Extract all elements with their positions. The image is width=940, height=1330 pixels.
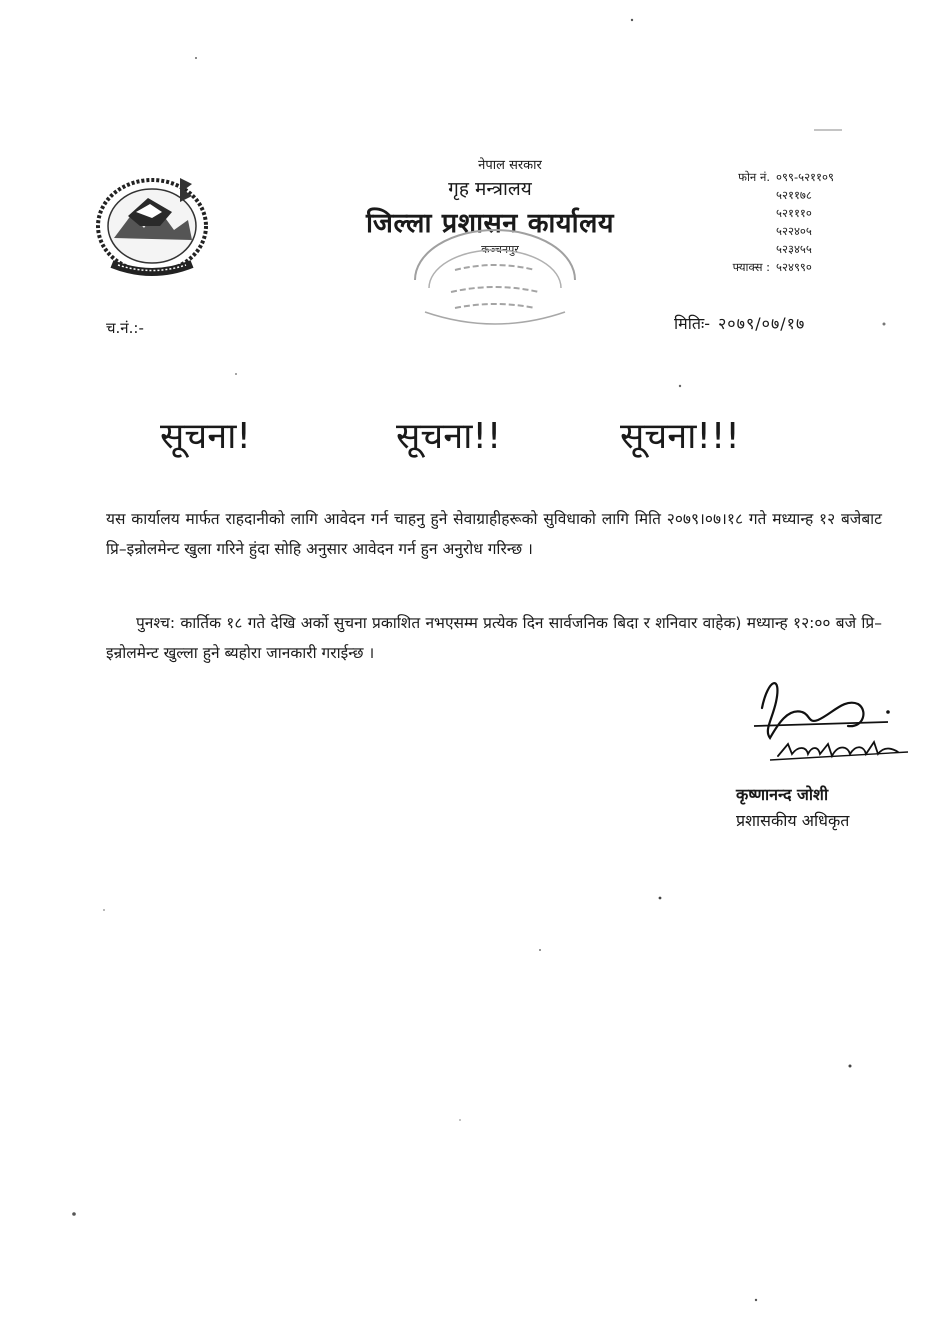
handwritten-signature	[748, 668, 918, 778]
date-label: मितिः-	[674, 314, 710, 333]
reference-number-label: च.नं.:-	[106, 319, 144, 337]
office-seal-stamp	[395, 220, 595, 330]
phone-number: ५२१११०	[776, 206, 812, 220]
phone-label: फोन नं.	[738, 170, 770, 184]
government-name: नेपाल सरकार	[478, 158, 542, 173]
contact-block	[690, 168, 856, 276]
notice-heading: सूचना!!!	[620, 416, 740, 457]
phone-number: ५२३४५५	[776, 242, 812, 256]
notice-heading: सूचना!!	[396, 416, 502, 457]
office-name: जिल्ला प्रशासन कार्यालय	[365, 208, 615, 239]
phone-number: ०९९-५२११०९	[776, 170, 834, 184]
body-paragraph: यस कार्यालय मार्फत राहदानीको लागि आवेदन गर्न चाहनु हुने सेवाग्राहीहरूको सुविधाको लागि मिति २०७९।०७।१८ गते मध्यान्ह १२ बजेबाट प्रि–इन्रोलमेन्ट खुला गरिने हुंदा सोहि अनुसार आवेदन गर्न हुन अनुरोध गरिन्छ ।	[106, 510, 882, 558]
signer-block	[736, 782, 849, 834]
signer-title: प्रशासकीय अधिकृत	[736, 811, 850, 830]
nepal-emblem-icon	[88, 168, 216, 278]
fax-label: फ्याक्स :	[732, 260, 770, 274]
postscript-paragraph: पुनश्च: कार्तिक १८ गते देखि अर्को सुचना प्रकाशित नभएसम्म प्रत्येक दिन सार्वजनिक बिदा र शनिवार वाहेक) मध्यान्ह १२:०० बजे प्रि–इन्रोलमेन्ट खुल्ला हुने ब्यहोरा जानकारी गराईन्छ ।	[106, 614, 882, 662]
signer-name: कृष्णानन्द जोशी	[736, 785, 829, 804]
document-date	[674, 312, 805, 334]
phone-number: ५२२४०५	[776, 224, 812, 238]
notice-heading: सूचना!	[160, 416, 251, 457]
fax-number: ५२४९९०	[776, 260, 812, 274]
city-name: कञ्चनपुर	[481, 243, 519, 256]
ministry-name: गृह मन्त्रालय	[448, 178, 532, 200]
phone-number: ५२११७८	[776, 188, 812, 202]
date-value: २०७९/०७/१७	[717, 314, 806, 333]
